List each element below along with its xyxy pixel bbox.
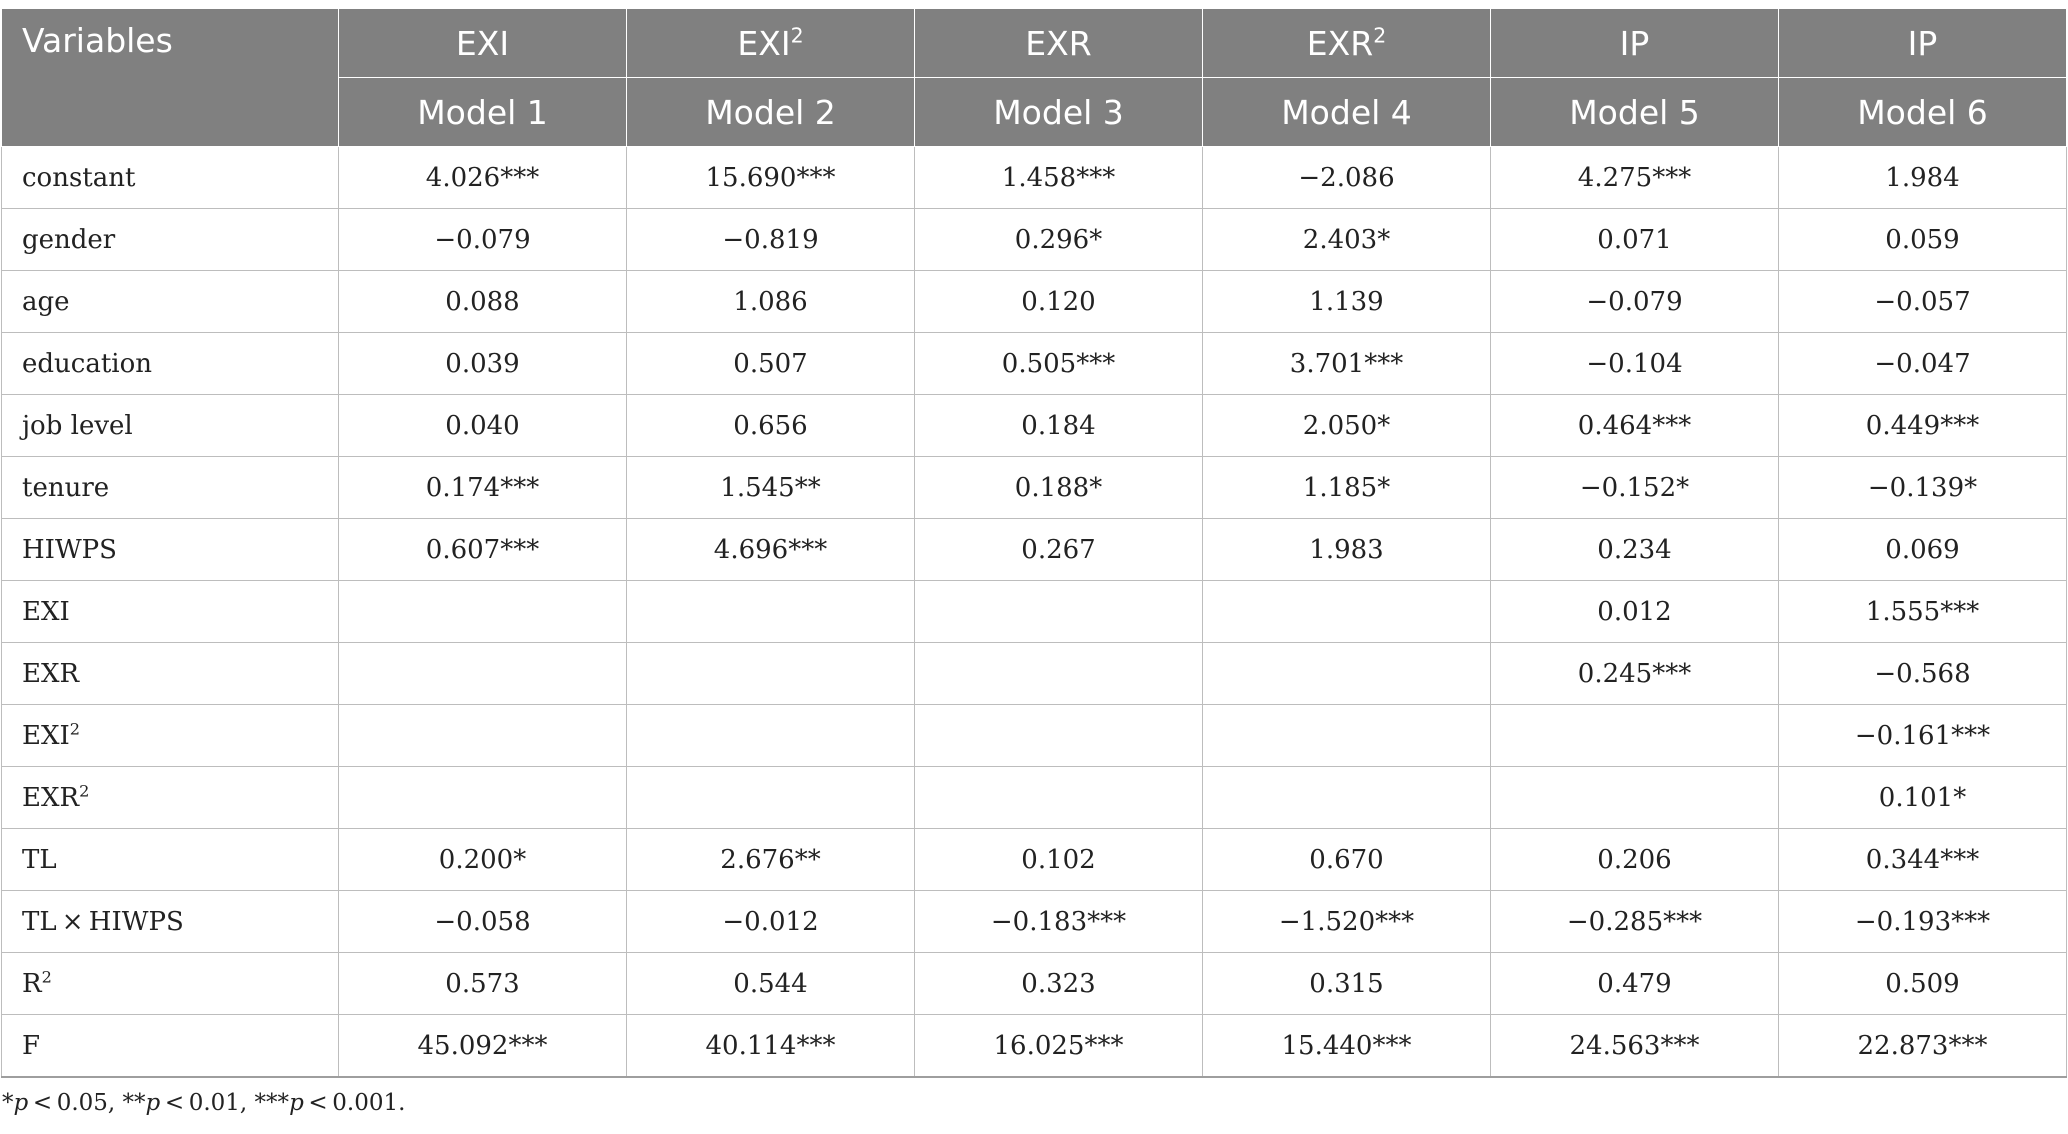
coefficient-cell: 1.545** [627, 457, 915, 519]
variables-header: Variables [2, 9, 339, 147]
row-label: EXI [2, 581, 339, 643]
row-label: $R^2$ [2, 953, 339, 1015]
model-header: Model 3 [915, 78, 1203, 147]
table-row [2, 395, 2067, 457]
table-row [2, 705, 2067, 767]
coefficient-cell: 0.544 [627, 953, 915, 1015]
coefficient-cell: 0.206 [1491, 829, 1779, 891]
coefficient-cell: 1.139 [1203, 271, 1491, 333]
table-row [2, 581, 2067, 643]
table-body [2, 147, 2067, 1078]
dependent-variable-header: EXI$^2$ [627, 9, 915, 78]
p-symbol: p [289, 1090, 304, 1116]
table-row [2, 953, 2067, 1015]
coefficient-cell: −0.183*** [915, 891, 1203, 953]
coefficient-cell: 0.573 [339, 953, 627, 1015]
table-row [2, 891, 2067, 953]
coefficient-cell [627, 705, 915, 767]
dependent-variable-header: IP [1491, 9, 1779, 78]
table-row [2, 1015, 2067, 1078]
coefficient-cell [627, 643, 915, 705]
coefficient-cell: 0.188* [915, 457, 1203, 519]
coefficient-cell: −0.058 [339, 891, 627, 953]
coefficient-cell: −2.086 [1203, 147, 1491, 209]
coefficient-cell: 24.563*** [1491, 1015, 1779, 1078]
table-header [2, 9, 2067, 147]
coefficient-cell: −0.152* [1491, 457, 1779, 519]
coefficient-cell: 0.323 [915, 953, 1203, 1015]
row-label: EXR [2, 643, 339, 705]
coefficient-cell: 3.701*** [1203, 333, 1491, 395]
coefficient-cell [627, 581, 915, 643]
table-row [2, 767, 2067, 829]
coefficient-cell [1203, 767, 1491, 829]
coefficient-cell [915, 643, 1203, 705]
coefficient-cell: 0.059 [1779, 209, 2067, 271]
model-header: Model 5 [1491, 78, 1779, 147]
coefficient-cell: −0.079 [1491, 271, 1779, 333]
coefficient-cell: −0.047 [1779, 333, 2067, 395]
footnote-text: * [2, 1090, 14, 1116]
coefficient-cell: 0.507 [627, 333, 915, 395]
footnote-text: < 0.01, *** [160, 1090, 290, 1116]
coefficient-cell: 0.656 [627, 395, 915, 457]
coefficient-cell: 1.185* [1203, 457, 1491, 519]
model-header: Model 1 [339, 78, 627, 147]
coefficient-cell: 1.983 [1203, 519, 1491, 581]
coefficient-cell [339, 705, 627, 767]
coefficient-cell: 0.184 [915, 395, 1203, 457]
coefficient-cell: 40.114*** [627, 1015, 915, 1078]
table-row [2, 209, 2067, 271]
coefficient-cell: 4.696*** [627, 519, 915, 581]
coefficient-cell: −0.568 [1779, 643, 2067, 705]
row-label: constant [2, 147, 339, 209]
coefficient-cell: −0.104 [1491, 333, 1779, 395]
footnote-text: < 0.001. [303, 1090, 406, 1116]
coefficient-cell: 0.670 [1203, 829, 1491, 891]
table-row [2, 519, 2067, 581]
coefficient-cell: 4.026*** [339, 147, 627, 209]
coefficient-cell [1491, 705, 1779, 767]
row-label: TL × HIWPS [2, 891, 339, 953]
dependent-variable-header: IP [1779, 9, 2067, 78]
coefficient-cell: −0.079 [339, 209, 627, 271]
coefficient-cell: 45.092*** [339, 1015, 627, 1078]
coefficient-cell [1491, 767, 1779, 829]
coefficient-cell: 0.234 [1491, 519, 1779, 581]
coefficient-cell: 0.509 [1779, 953, 2067, 1015]
table-row [2, 643, 2067, 705]
coefficient-cell: 0.479 [1491, 953, 1779, 1015]
coefficient-cell: 2.050* [1203, 395, 1491, 457]
coefficient-cell: 0.344*** [1779, 829, 2067, 891]
coefficient-cell: 22.873*** [1779, 1015, 2067, 1078]
footnote-text: < 0.05, ** [28, 1090, 146, 1116]
coefficient-cell: 0.039 [339, 333, 627, 395]
model-header: Model 2 [627, 78, 915, 147]
dependent-variable-header: EXR$^2$ [1203, 9, 1491, 78]
row-label: EXR$^2$ [2, 767, 339, 829]
row-label: education [2, 333, 339, 395]
coefficient-cell [915, 581, 1203, 643]
coefficient-cell: 0.040 [339, 395, 627, 457]
coefficient-cell: −0.057 [1779, 271, 2067, 333]
p-symbol: p [145, 1090, 161, 1116]
row-label: age [2, 271, 339, 333]
coefficient-cell: 0.069 [1779, 519, 2067, 581]
coefficient-cell [339, 581, 627, 643]
coefficient-cell: 0.102 [915, 829, 1203, 891]
row-label: F [2, 1015, 339, 1078]
coefficient-cell: 0.505*** [915, 333, 1203, 395]
coefficient-cell: −0.819 [627, 209, 915, 271]
model-header: Model 6 [1779, 78, 2067, 147]
table-row [2, 829, 2067, 891]
row-label: HIWPS [2, 519, 339, 581]
table-row [2, 333, 2067, 395]
coefficient-cell [339, 643, 627, 705]
coefficient-cell: −0.161*** [1779, 705, 2067, 767]
coefficient-cell: 2.676** [627, 829, 915, 891]
table-row [2, 457, 2067, 519]
coefficient-cell: 0.296* [915, 209, 1203, 271]
coefficient-cell [1203, 581, 1491, 643]
row-label: EXI$^2$ [2, 705, 339, 767]
coefficient-cell: 1.984 [1779, 147, 2067, 209]
coefficient-cell: −0.012 [627, 891, 915, 953]
coefficient-cell: 0.267 [915, 519, 1203, 581]
coefficient-cell: 1.086 [627, 271, 915, 333]
coefficient-cell: 0.012 [1491, 581, 1779, 643]
row-label: TL [2, 829, 339, 891]
coefficient-cell [915, 767, 1203, 829]
coefficient-cell: −0.193*** [1779, 891, 2067, 953]
significance-footnote [2, 1090, 405, 1116]
dependent-variable-header: EXI [339, 9, 627, 78]
table-row [2, 271, 2067, 333]
dependent-variable-header: EXR [915, 9, 1203, 78]
coefficient-cell: 0.449*** [1779, 395, 2067, 457]
coefficient-cell [915, 705, 1203, 767]
coefficient-cell: −0.139* [1779, 457, 2067, 519]
coefficient-cell: 0.464*** [1491, 395, 1779, 457]
coefficient-cell: −1.520*** [1203, 891, 1491, 953]
coefficient-cell: 0.174*** [339, 457, 627, 519]
coefficient-cell [1203, 705, 1491, 767]
regression-results-table [1, 8, 2067, 1078]
coefficient-cell: −0.285*** [1491, 891, 1779, 953]
coefficient-cell: 0.245*** [1491, 643, 1779, 705]
coefficient-cell: 0.088 [339, 271, 627, 333]
coefficient-cell: 0.315 [1203, 953, 1491, 1015]
coefficient-cell: 2.403* [1203, 209, 1491, 271]
row-label: job level [2, 395, 339, 457]
coefficient-cell [1203, 643, 1491, 705]
model-header: Model 4 [1203, 78, 1491, 147]
coefficient-cell: 16.025*** [915, 1015, 1203, 1078]
coefficient-cell: 15.440*** [1203, 1015, 1491, 1078]
coefficient-cell: 0.071 [1491, 209, 1779, 271]
row-label: gender [2, 209, 339, 271]
coefficient-cell: 0.607*** [339, 519, 627, 581]
coefficient-cell: 15.690*** [627, 147, 915, 209]
coefficient-cell [627, 767, 915, 829]
coefficient-cell: 1.555*** [1779, 581, 2067, 643]
table-row [2, 147, 2067, 209]
header-row-dependent-variables [2, 9, 2067, 78]
coefficient-cell: 0.101* [1779, 767, 2067, 829]
coefficient-cell: 4.275*** [1491, 147, 1779, 209]
coefficient-cell: 0.120 [915, 271, 1203, 333]
coefficient-cell: 1.458*** [915, 147, 1203, 209]
regression-table-container [1, 8, 2067, 1078]
coefficient-cell: 0.200* [339, 829, 627, 891]
coefficient-cell [339, 767, 627, 829]
row-label: tenure [2, 457, 339, 519]
p-symbol: p [13, 1090, 29, 1116]
